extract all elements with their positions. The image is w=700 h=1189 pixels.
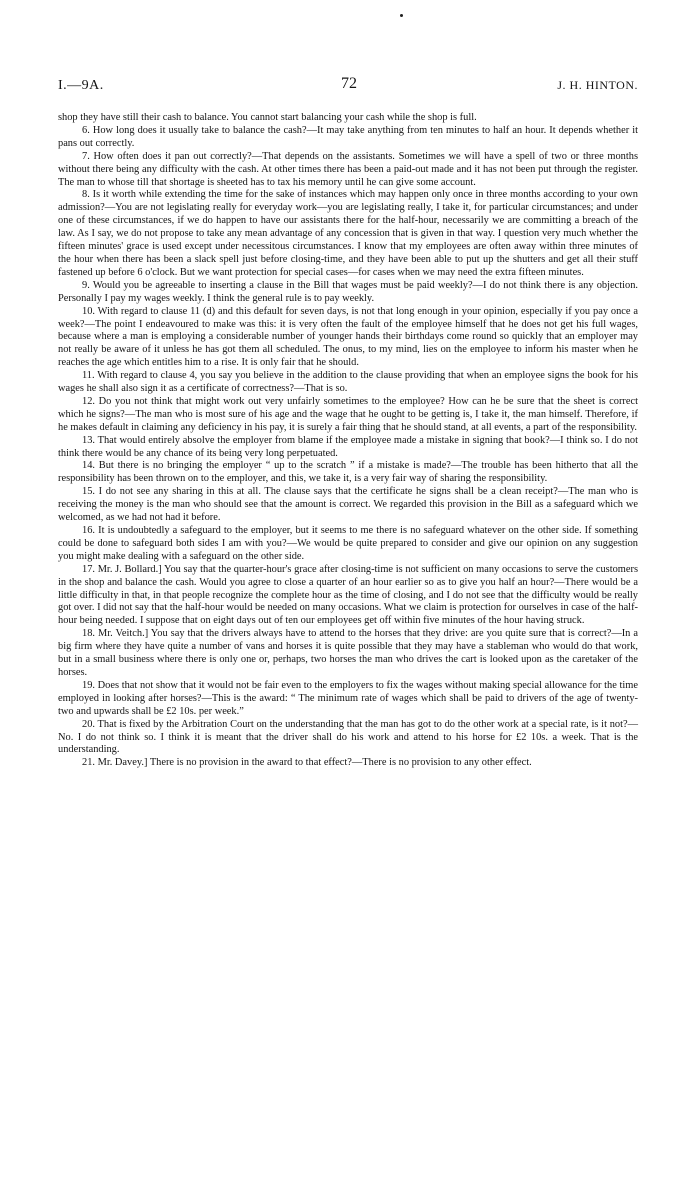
paragraph-q21: 21. Mr. Davey.] There is no provision in the award to that effect?—There is no provision to any other effect. [82, 757, 532, 769]
witness-name: J. H. HINTON. [557, 78, 638, 92]
document-reference: I.—9A. [58, 78, 104, 93]
paragraph-q19: 19. Does that not show that it would not be fair even to the employers to fix the wages without making special allowance for the time employed in looking after horses?—This is the award: “ The minimum rate of wages which shall be paid to drivers of the age of twenty-two and upwards shall be £2 10s. per week.” [58, 679, 638, 717]
paragraph-q7: 7. How often does it pan out correctly?—That depends on the assistants. Sometimes we will have a spell of two or three months without there being any difficulty with the cash. At other times there has been a paid-out made and it has not been put through the register. The man to whose till that shortage is sheeted has to tax his memory until he can give some account. [58, 150, 638, 188]
paragraph-q18: 18. Mr. Veitch.] You say that the drivers always have to attend to the horses that they drive: are you quite sure that is correct?—In a big firm where they have quite a number of vans and horses it is quite possible that they may have a stableman who would do that work, but in a small business where there is only one or, perhaps, two horses the man who drives the cart is looked upon as the caretaker of the horses. [58, 628, 638, 678]
paragraph-q14: 14. But there is no bringing the employer “ up to the scratch ” if a mistake is made?—The trouble has been hitherto that all the responsibility has been thrown on to the employer, and this, we take it, is a very fair way of sharing the responsibility. [58, 460, 638, 485]
paragraph-q11: 11. With regard to clause 4, you say you believe in the addition to the clause providing that when an employee signs the book for his wages he shall also sign it as a certificate of correctness?—That is so. [58, 370, 638, 395]
page-body [58, 112, 638, 770]
page-number: 72 [341, 75, 357, 92]
paragraph-continuation: shop they have still their cash to balance. You cannot start balancing your cash while the shop is full. [58, 112, 477, 123]
paragraph-q17: 17. Mr. J. Bollard.] You say that the quarter-hour's grace after closing-time is not sufficient on many occasions to serve the customers in the shop and balance the cash. Would you agree to close a quarter of an hour earlier so as to give you half an hour?—There would be a little difficulty in that, in that people recognize the complete hour as the time of closing, and I do not see that the difficulty would be really got over. I did not say that the half-hour would be needed on many occasions. What we claim is protection for ourselves in case of the half-hour being needed. I suppose that on eight days out of ten our employees get off within five minutes of the hour having struck. [58, 563, 638, 627]
paragraph-q12: 12. Do you not think that might work out very unfairly sometimes to the employee? How can he be sure that the sheet is correct which he signs?—The man who is most sure of his age and the wage that he ought to be getting is, I take it, the man himself. Therefore, if he makes default in claiming any deficiency in his pay, it is surely a fair thing that he should stand, at all events, a part of the responsibility. [58, 395, 638, 433]
paragraph-q9: 9. Would you be agreeable to inserting a clause in the Bill that wages must be paid weekly?—I do not think there is any objection. Personally I pay my wages weekly. I think the general rule is to pay weekly. [58, 279, 638, 304]
paragraph-q15: 15. I do not see any sharing in this at all. The clause says that the certificate he signs shall be a clean receipt?—The man who is receiving the money is the man who should see that the amount is correct. We regarded this provision in the Bill as a safeguard which we welcomed, as we had not had it before. [58, 486, 638, 524]
ink-dot [400, 14, 403, 17]
paragraph-q13: 13. That would entirely absolve the employer from blame if the employee made a mistake in signing that book?—I think so. I do not think there would be any chance of its being very long perpetuated. [58, 434, 638, 459]
paragraph-q10: 10. With regard to clause 11 (d) and this default for seven days, is not that long enough in your opinion, especially if you pay once a week?—The point I endeavoured to make was this: it is very often the fault of the employee himself that he does not get his full wages, because where a man is employing a considerable number of younger hands their birthdays come round so quickly that an employer may not really be aware of it unless he has got them all scheduled. The onus, to my mind, lies on the employee to inform his master when he reaches the age which entitles him to a rise. It is only fair that he should. [58, 305, 638, 369]
paragraph-q20: 20. That is fixed by the Arbitration Court on the understanding that the man has got to do the other work at a special rate, is it not?—No. I do not think so. I think it is meant that the driver shall do his work and attend to his horse for £2 10s. a week. That is the understanding. [58, 718, 638, 756]
paragraph-q16: 16. It is undoubtedly a safeguard to the employer, but it seems to me there is no safeguard whatever on the other side. If something could be done to safeguard both sides I am with you?—We would be quite prepared to consider and give our opinion on any suggestion you might make dealing with a safeguard on the other side. [58, 525, 638, 562]
page-header [58, 75, 638, 98]
paragraph-q8: 8. Is it worth while extending the time for the sake of instances which may happen only once in three months according to your own admission?—You are not legislating really for everyday work—you are legislating really, I take it, for particular circumstances; and under one of these circumstances, if we do happen to have our assistants there for the half-hour, necessarily we are committing a breach of the law. As I say, we do not propose to take any mean advantage of any concession that is given in that way. I question very much whether the fifteen minutes' grace is used except under necessitous circumstances. I know that my employees are often away within three minutes of the hour when there has been a slack spell just before closing-time, and they have been able to put up the shutters and get all their stuff fastened up before 6 o'clock. But we want protection for special cases—for cases when we may need the extra fifteen minutes. [58, 189, 638, 278]
paragraph-q6: 6. How long does it usually take to balance the cash?—It may take anything from ten minutes to half an hour. It depends whether it pans out correctly. [58, 124, 638, 149]
